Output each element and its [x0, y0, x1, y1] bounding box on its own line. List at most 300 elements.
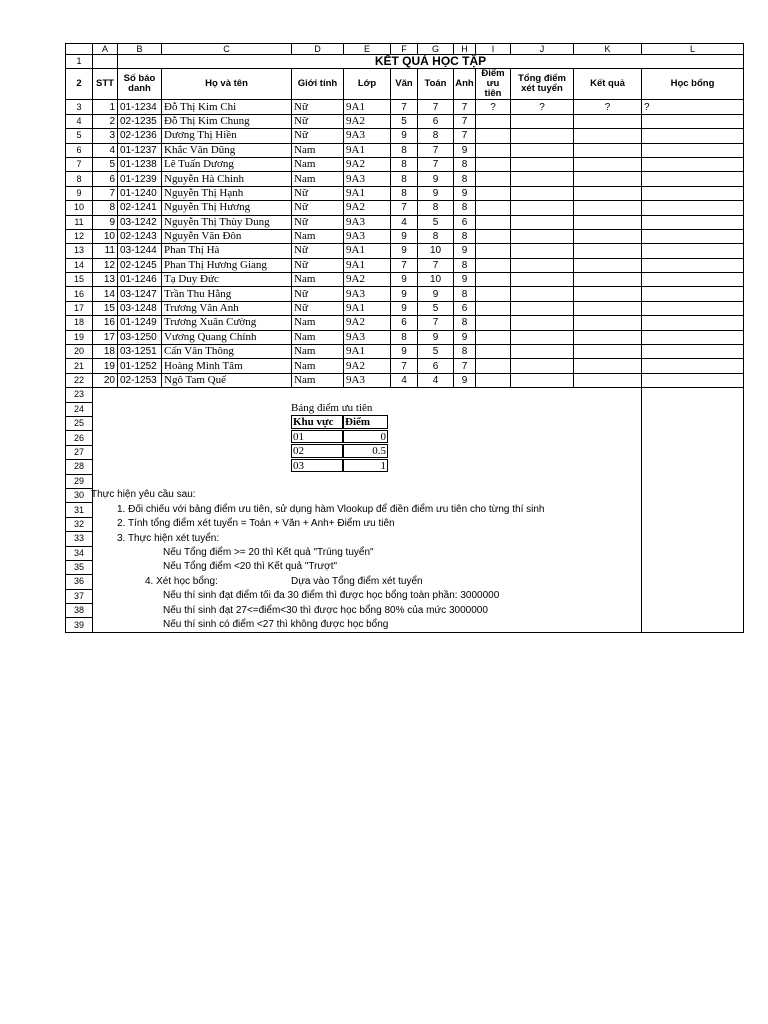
header-cell[interactable]: Tổng điểm xét tuyển — [511, 69, 574, 100]
formula-cell[interactable] — [574, 215, 642, 229]
data-cell[interactable]: 8 — [418, 229, 454, 243]
header-cell[interactable]: Học bổng — [642, 69, 744, 100]
data-cell[interactable]: Vương Quang Chính — [162, 330, 292, 344]
data-cell[interactable]: Nam — [292, 157, 344, 171]
data-cell[interactable]: Nữ — [292, 186, 344, 200]
data-cell[interactable]: 9A2 — [344, 316, 391, 330]
formula-cell[interactable] — [476, 229, 511, 243]
data-cell[interactable]: 12 — [93, 258, 118, 272]
formula-cell[interactable] — [476, 258, 511, 272]
formula-cell[interactable] — [574, 129, 642, 143]
data-cell[interactable]: 01-1237 — [118, 143, 162, 157]
column-header[interactable]: H — [454, 44, 476, 55]
row-number: 25 — [66, 416, 93, 430]
formula-cell[interactable] — [642, 172, 744, 186]
formula-cell[interactable] — [476, 244, 511, 258]
data-cell[interactable]: 9 — [454, 273, 476, 287]
data-cell[interactable]: 5 — [418, 301, 454, 315]
data-cell[interactable]: 9 — [454, 186, 476, 200]
cell — [93, 55, 118, 69]
data-cell[interactable]: 8 — [93, 201, 118, 215]
table-row — [66, 215, 744, 229]
cell — [642, 503, 744, 517]
formula-cell[interactable] — [511, 316, 574, 330]
data-cell[interactable]: 7 — [418, 157, 454, 171]
header-cell[interactable]: Anh — [454, 69, 476, 100]
row-number: 22 — [66, 373, 93, 387]
formula-cell[interactable] — [642, 316, 744, 330]
data-cell[interactable]: 9 — [454, 330, 476, 344]
data-cell[interactable]: 9 — [454, 143, 476, 157]
formula-cell[interactable] — [476, 143, 511, 157]
priority-cell[interactable]: 0.5 — [343, 444, 388, 457]
formula-cell[interactable] — [574, 201, 642, 215]
data-cell[interactable]: Nam — [292, 373, 344, 387]
data-cell[interactable]: 14 — [93, 287, 118, 301]
formula-cell[interactable] — [511, 143, 574, 157]
row-number: 17 — [66, 301, 93, 315]
data-cell[interactable]: 9 — [418, 330, 454, 344]
formula-cell[interactable] — [511, 359, 574, 373]
priority-cell[interactable]: 02 — [291, 444, 343, 457]
data-cell[interactable]: 4 — [391, 373, 418, 387]
cell — [642, 604, 744, 618]
data-cell[interactable]: 7 — [391, 100, 418, 114]
data-cell[interactable]: 9A3 — [344, 215, 391, 229]
formula-cell[interactable] — [574, 330, 642, 344]
instruction-line: Nếu thí sinh đạt điểm tối đa 30 điểm thì được học bổng toàn phần: 3000000 — [163, 590, 500, 602]
data-cell[interactable]: 8 — [454, 345, 476, 359]
data-cell[interactable]: 7 — [391, 201, 418, 215]
formula-cell[interactable] — [642, 129, 744, 143]
header-cell[interactable]: Số báo danh — [118, 69, 162, 100]
header-cell[interactable]: Điểm ưu tiên — [476, 69, 511, 100]
data-cell[interactable]: Cấn Văn Thông — [162, 345, 292, 359]
data-cell[interactable]: 9A1 — [344, 100, 391, 114]
data-cell[interactable]: Ngô Tam Quế — [162, 373, 292, 387]
formula-cell[interactable] — [574, 244, 642, 258]
formula-cell[interactable]: ? — [511, 100, 574, 114]
header-cell[interactable]: Văn — [391, 69, 418, 100]
data-cell[interactable]: 02-1243 — [118, 229, 162, 243]
data-cell[interactable]: Nam — [292, 345, 344, 359]
instruction-line: 1. Đối chiếu với bảng điểm ưu tiên, sử dụng hàm Vlookup để điền điểm ưu tiên cho từng thí sinh — [117, 503, 545, 515]
data-cell[interactable]: 01-1238 — [118, 157, 162, 171]
column-header[interactable]: E — [344, 44, 391, 55]
formula-cell[interactable] — [642, 359, 744, 373]
data-cell[interactable]: 10 — [418, 244, 454, 258]
data-cell[interactable]: Nam — [292, 172, 344, 186]
data-cell[interactable]: Phan Thị Hà — [162, 244, 292, 258]
formula-cell[interactable] — [642, 373, 744, 387]
formula-cell[interactable] — [511, 244, 574, 258]
formula-cell[interactable] — [574, 229, 642, 243]
formula-cell[interactable] — [511, 345, 574, 359]
data-cell[interactable]: 8 — [454, 316, 476, 330]
formula-cell[interactable] — [574, 287, 642, 301]
data-cell[interactable]: 8 — [418, 201, 454, 215]
formula-cell[interactable] — [574, 143, 642, 157]
column-header[interactable]: G — [418, 44, 454, 55]
formula-cell[interactable] — [642, 330, 744, 344]
data-cell[interactable]: 6 — [93, 172, 118, 186]
data-cell[interactable]: Tạ Duy Đức — [162, 273, 292, 287]
data-cell[interactable]: 7 — [418, 100, 454, 114]
formula-cell[interactable] — [511, 373, 574, 387]
formula-cell[interactable] — [476, 129, 511, 143]
data-cell[interactable]: 9A2 — [344, 201, 391, 215]
data-cell[interactable]: 01-1249 — [118, 316, 162, 330]
data-cell[interactable]: 7 — [391, 258, 418, 272]
data-cell[interactable]: 8 — [454, 157, 476, 171]
data-cell[interactable]: 7 — [454, 359, 476, 373]
priority-cell[interactable]: 03 — [291, 459, 343, 472]
data-cell[interactable]: Nữ — [292, 129, 344, 143]
data-cell[interactable]: Nữ — [292, 100, 344, 114]
formula-cell[interactable] — [511, 172, 574, 186]
data-cell[interactable]: 7 — [454, 100, 476, 114]
header-cell[interactable]: Họ và tên — [162, 69, 292, 100]
row-number: 6 — [66, 143, 93, 157]
formula-cell[interactable] — [476, 273, 511, 287]
data-cell[interactable]: 9A1 — [344, 186, 391, 200]
formula-cell[interactable] — [476, 157, 511, 171]
sheet-row — [66, 618, 744, 632]
data-cell[interactable]: 02-1253 — [118, 373, 162, 387]
data-cell[interactable]: 9 — [93, 215, 118, 229]
data-cell[interactable]: 8 — [454, 229, 476, 243]
blank-area — [93, 618, 642, 632]
data-cell[interactable]: 6 — [454, 301, 476, 315]
data-cell[interactable]: Phan Thị Hương Giang — [162, 258, 292, 272]
formula-cell[interactable] — [642, 244, 744, 258]
data-cell[interactable]: Nam — [292, 273, 344, 287]
data-cell[interactable]: 03-1244 — [118, 244, 162, 258]
formula-cell[interactable] — [476, 215, 511, 229]
data-cell[interactable]: Trương Xuân Cường — [162, 316, 292, 330]
formula-cell[interactable] — [476, 345, 511, 359]
data-cell[interactable]: 03-1250 — [118, 330, 162, 344]
formula-cell[interactable]: ? — [476, 100, 511, 114]
formula-cell[interactable] — [642, 287, 744, 301]
data-cell[interactable]: 9 — [454, 373, 476, 387]
data-cell[interactable]: Nguyễn Thị Thùy Dung — [162, 215, 292, 229]
blank-area — [93, 402, 642, 416]
data-cell[interactable]: Nữ — [292, 301, 344, 315]
data-cell[interactable]: 9A3 — [344, 229, 391, 243]
data-cell[interactable]: 10 — [418, 273, 454, 287]
data-cell[interactable]: 8 — [391, 143, 418, 157]
sheet-row — [66, 560, 744, 574]
data-cell[interactable]: 13 — [93, 273, 118, 287]
data-cell[interactable]: 9A1 — [344, 244, 391, 258]
cell — [642, 474, 744, 488]
data-cell[interactable]: 19 — [93, 359, 118, 373]
data-cell[interactable]: 11 — [93, 244, 118, 258]
data-cell[interactable]: 6 — [418, 359, 454, 373]
column-header[interactable]: K — [574, 44, 642, 55]
data-cell[interactable]: 03-1247 — [118, 287, 162, 301]
formula-cell[interactable] — [574, 345, 642, 359]
data-cell[interactable]: 8 — [391, 172, 418, 186]
data-cell[interactable]: 01-1239 — [118, 172, 162, 186]
formula-cell[interactable] — [642, 201, 744, 215]
formula-cell[interactable] — [574, 114, 642, 128]
data-cell[interactable]: Nguyễn Thị Hương — [162, 201, 292, 215]
data-cell[interactable]: 9A3 — [344, 330, 391, 344]
formula-cell[interactable] — [476, 301, 511, 315]
data-cell[interactable]: Trương Vân Anh — [162, 301, 292, 315]
priority-cell[interactable]: Điểm — [343, 415, 388, 428]
row-number: 20 — [66, 345, 93, 359]
priority-cell[interactable]: 1 — [343, 459, 388, 472]
formula-cell[interactable] — [511, 186, 574, 200]
data-cell[interactable]: 9 — [391, 229, 418, 243]
data-cell[interactable]: 8 — [454, 172, 476, 186]
formula-cell[interactable] — [642, 143, 744, 157]
formula-cell[interactable] — [574, 258, 642, 272]
data-cell[interactable]: Nam — [292, 316, 344, 330]
blank-area — [93, 388, 642, 402]
data-cell[interactable]: 03-1251 — [118, 345, 162, 359]
data-cell[interactable]: 9A2 — [344, 114, 391, 128]
data-cell[interactable]: Nữ — [292, 258, 344, 272]
formula-cell[interactable] — [642, 114, 744, 128]
data-cell[interactable]: 9 — [391, 129, 418, 143]
formula-cell[interactable] — [574, 186, 642, 200]
data-cell[interactable]: Nam — [292, 229, 344, 243]
data-cell[interactable]: 9 — [391, 244, 418, 258]
data-cell[interactable]: 02-1235 — [118, 114, 162, 128]
formula-cell[interactable] — [574, 157, 642, 171]
formula-cell[interactable] — [574, 316, 642, 330]
data-cell[interactable]: 5 — [418, 215, 454, 229]
column-header[interactable]: J — [511, 44, 574, 55]
row-number: 14 — [66, 258, 93, 272]
data-cell[interactable]: 10 — [93, 229, 118, 243]
data-cell[interactable]: 01-1252 — [118, 359, 162, 373]
data-cell[interactable]: 8 — [391, 186, 418, 200]
data-cell[interactable]: 18 — [93, 345, 118, 359]
data-cell[interactable]: Hoàng Minh Tâm — [162, 359, 292, 373]
data-cell[interactable]: 03-1248 — [118, 301, 162, 315]
priority-cell[interactable]: 0 — [343, 430, 388, 443]
formula-cell[interactable] — [642, 258, 744, 272]
column-header[interactable]: D — [292, 44, 344, 55]
instruction-line: Nếu Tổng điểm <20 thì Kết quả "Trượt" — [163, 561, 338, 573]
data-cell[interactable]: 16 — [93, 316, 118, 330]
data-cell[interactable]: 9A1 — [344, 301, 391, 315]
sheet-row — [66, 575, 744, 589]
data-cell[interactable]: Đỗ Thị Kim Chi — [162, 100, 292, 114]
formula-cell[interactable] — [476, 287, 511, 301]
column-header[interactable]: C — [162, 44, 292, 55]
formula-cell[interactable] — [574, 273, 642, 287]
data-cell[interactable]: 4 — [93, 143, 118, 157]
formula-cell[interactable] — [476, 316, 511, 330]
data-cell[interactable]: 7 — [418, 316, 454, 330]
column-header[interactable]: F — [391, 44, 418, 55]
data-cell[interactable]: 5 — [93, 157, 118, 171]
sheet-title[interactable]: KẾT QUẢ HỌC TẬP — [118, 55, 744, 69]
priority-cell[interactable]: Khu vực — [291, 415, 343, 428]
data-cell[interactable]: 8 — [454, 258, 476, 272]
sheet-row — [66, 604, 744, 618]
data-cell[interactable]: 9 — [418, 186, 454, 200]
table-row — [66, 287, 744, 301]
header-cell[interactable]: STT — [93, 69, 118, 100]
column-header[interactable]: B — [118, 44, 162, 55]
data-cell[interactable]: Nữ — [292, 287, 344, 301]
formula-cell[interactable] — [511, 114, 574, 128]
formula-cell[interactable] — [642, 273, 744, 287]
formula-cell[interactable] — [642, 345, 744, 359]
data-cell[interactable]: 7 — [93, 186, 118, 200]
data-cell[interactable]: 9A2 — [344, 273, 391, 287]
data-cell[interactable]: 9 — [418, 287, 454, 301]
formula-cell[interactable] — [511, 287, 574, 301]
data-cell[interactable]: 9A3 — [344, 373, 391, 387]
data-cell[interactable]: 7 — [418, 258, 454, 272]
data-cell[interactable]: 7 — [454, 129, 476, 143]
formula-cell[interactable] — [476, 172, 511, 186]
formula-cell[interactable] — [476, 201, 511, 215]
formula-cell[interactable] — [476, 330, 511, 344]
formula-cell[interactable] — [642, 229, 744, 243]
data-cell[interactable]: 01-1246 — [118, 273, 162, 287]
data-cell[interactable]: 9A2 — [344, 359, 391, 373]
formula-cell[interactable] — [511, 129, 574, 143]
data-cell[interactable]: 8 — [418, 129, 454, 143]
formula-cell[interactable] — [476, 373, 511, 387]
data-cell[interactable]: 6 — [454, 215, 476, 229]
data-cell[interactable]: 03-1242 — [118, 215, 162, 229]
formula-cell[interactable] — [511, 215, 574, 229]
formula-cell[interactable] — [511, 157, 574, 171]
formula-cell[interactable] — [476, 359, 511, 373]
data-cell[interactable]: 9A3 — [344, 129, 391, 143]
data-cell[interactable]: Nguyễn Thị Hạnh — [162, 186, 292, 200]
data-cell[interactable]: 9A1 — [344, 258, 391, 272]
data-cell[interactable]: 02-1241 — [118, 201, 162, 215]
cell — [642, 517, 744, 531]
data-cell[interactable]: 9 — [391, 273, 418, 287]
formula-cell[interactable] — [511, 301, 574, 315]
formula-cell[interactable]: ? — [574, 100, 642, 114]
data-cell[interactable]: 9 — [391, 301, 418, 315]
data-cell[interactable]: 1 — [93, 100, 118, 114]
data-cell[interactable]: 8 — [391, 330, 418, 344]
data-cell[interactable]: 9 — [391, 345, 418, 359]
data-cell[interactable]: 9A1 — [344, 143, 391, 157]
data-cell[interactable]: 17 — [93, 330, 118, 344]
data-cell[interactable]: 7 — [391, 359, 418, 373]
data-cell[interactable]: 8 — [391, 157, 418, 171]
data-cell[interactable]: 7 — [454, 114, 476, 128]
data-cell[interactable]: 5 — [391, 114, 418, 128]
formula-cell[interactable] — [511, 229, 574, 243]
data-cell[interactable]: 8 — [454, 287, 476, 301]
data-cell[interactable]: 9 — [391, 287, 418, 301]
row-number: 35 — [66, 560, 93, 574]
priority-cell[interactable]: 01 — [291, 430, 343, 443]
data-cell[interactable]: Lê Tuấn Dương — [162, 157, 292, 171]
data-cell[interactable]: Đỗ Thị Kim Chung — [162, 114, 292, 128]
row-number: 28 — [66, 460, 93, 474]
formula-cell[interactable] — [511, 258, 574, 272]
data-cell[interactable]: Dương Thị Hiền — [162, 129, 292, 143]
data-cell[interactable]: Nữ — [292, 201, 344, 215]
data-cell[interactable]: 9A2 — [344, 157, 391, 171]
data-cell[interactable]: 9A3 — [344, 287, 391, 301]
formula-cell[interactable] — [476, 114, 511, 128]
formula-cell[interactable] — [511, 273, 574, 287]
formula-cell[interactable] — [642, 157, 744, 171]
column-header[interactable]: L — [642, 44, 744, 55]
priority-row — [291, 430, 388, 443]
data-cell[interactable]: Khắc Văn Dũng — [162, 143, 292, 157]
data-cell[interactable]: 01-1234 — [118, 100, 162, 114]
data-cell[interactable]: 20 — [93, 373, 118, 387]
data-cell[interactable]: 6 — [391, 316, 418, 330]
data-cell[interactable]: 01-1240 — [118, 186, 162, 200]
header-cell[interactable]: Giới tính — [292, 69, 344, 100]
data-cell[interactable]: Nữ — [292, 215, 344, 229]
data-cell[interactable]: Nam — [292, 359, 344, 373]
data-cell[interactable]: 2 — [93, 114, 118, 128]
data-cell[interactable]: 3 — [93, 129, 118, 143]
header-cell[interactable]: Lớp — [344, 69, 391, 100]
data-cell[interactable]: 4 — [391, 215, 418, 229]
formula-cell[interactable]: ? — [642, 100, 744, 114]
header-cell[interactable]: Kết quả — [574, 69, 642, 100]
data-cell[interactable]: 8 — [454, 201, 476, 215]
data-cell[interactable]: 02-1236 — [118, 129, 162, 143]
formula-cell[interactable] — [476, 186, 511, 200]
data-cell[interactable]: 6 — [418, 114, 454, 128]
formula-cell[interactable] — [642, 215, 744, 229]
data-cell[interactable]: 5 — [418, 345, 454, 359]
data-cell[interactable]: 9A1 — [344, 345, 391, 359]
column-header[interactable]: I — [476, 44, 511, 55]
column-header[interactable]: A — [93, 44, 118, 55]
data-cell[interactable]: 9A3 — [344, 172, 391, 186]
sheet-row — [66, 431, 744, 445]
data-cell[interactable]: 02-1245 — [118, 258, 162, 272]
formula-cell[interactable] — [574, 172, 642, 186]
data-cell[interactable]: 9 — [454, 244, 476, 258]
formula-cell[interactable] — [574, 301, 642, 315]
data-cell[interactable]: Nguyễn Hà Chinh — [162, 172, 292, 186]
data-cell[interactable]: Nam — [292, 143, 344, 157]
data-cell[interactable]: 15 — [93, 301, 118, 315]
formula-cell[interactable] — [511, 201, 574, 215]
data-cell[interactable]: Nữ — [292, 244, 344, 258]
formula-cell[interactable] — [642, 186, 744, 200]
formula-cell[interactable] — [642, 301, 744, 315]
data-cell[interactable]: 9 — [418, 172, 454, 186]
header-cell[interactable]: Toán — [418, 69, 454, 100]
formula-cell[interactable] — [574, 373, 642, 387]
data-cell[interactable]: Nữ — [292, 114, 344, 128]
data-cell[interactable]: 7 — [418, 143, 454, 157]
formula-cell[interactable] — [574, 359, 642, 373]
data-cell[interactable]: Nam — [292, 330, 344, 344]
data-cell[interactable]: 4 — [418, 373, 454, 387]
formula-cell[interactable] — [511, 330, 574, 344]
data-cell[interactable]: Trần Thu Hằng — [162, 287, 292, 301]
data-cell[interactable]: Nguyễn Văn Đôn — [162, 229, 292, 243]
